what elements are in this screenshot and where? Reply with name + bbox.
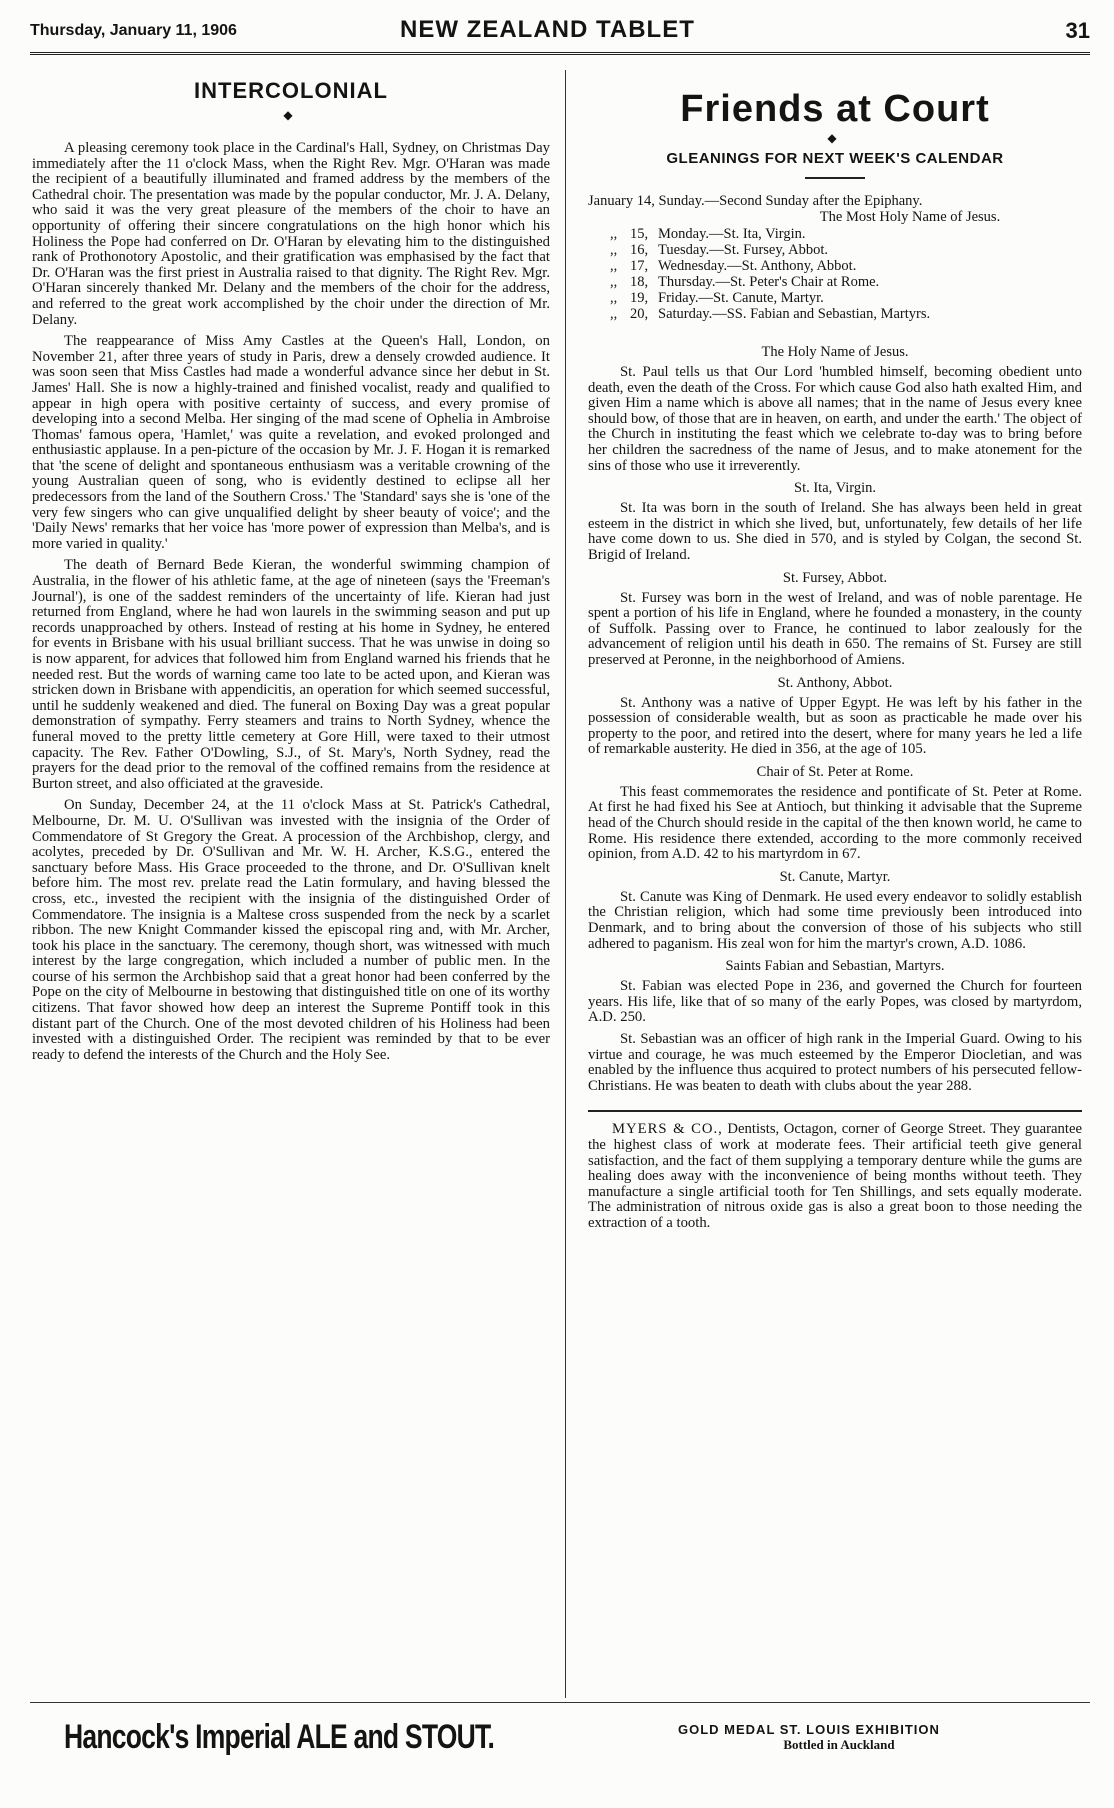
gold-medal-advertisement (678, 1722, 940, 1753)
saint-paragraph: St. Paul tells us that Our Lord 'humbled himself, becoming obedient unto death, even the death of the Cross. For which cause God also hath exalted Him, and given Him a name which is above all names; that in the name of Jesus every knee should bow, of those that are in heaven, on earth, and under the earth.' The object of the Church in instituting the feast which we celebrate to-day was to bring before her children the sacredness of the name of Jesus, and to make atonement for the sins of those who use it irreverently. (588, 364, 1082, 474)
calendar-entry (588, 226, 1082, 242)
saint-heading: St. Ita, Virgin. (794, 480, 876, 497)
calendar-entry-main: January 14, Sunday.—Second Sunday after the Epiphany. (588, 193, 923, 209)
saint-paragraph: St. Canute was King of Denmark. He used every endeavor to solidly establish the Christian religion, which had some time previously been introduced into Denmark, and to bring about the conversion of those of his subjects who still adhered to paganism. His zeal won for him the martyr's crown, A.D. 1086. (588, 888, 1082, 952)
ditto-mark: ,, (610, 226, 618, 242)
article-paragraph: The reappearance of Miss Amy Castles at the Queen's Hall, London, on November 21, after three years of study in Paris, drew a densely crowded audience. It was soon seen that Miss Castles had made a wonderful advance since her debut in St. James' Hall. She is now a highly-trained and finished vocalist, ready and qualified to appear in high opera with positive certainty of success, and every promise of developing into a second Melba. Her singing of the mad scene of Ophelia in Ambroise Thomas' famous opera, 'Hamlet,' was quite a revelation, and evoked prolonged and enthusiastic applause. In a pen-picture of the occasion by Mr. J. F. Hogan it is remarked that 'the scene of delight and spontaneous enthusiasm was a veritable crowning of the young Australian queen of song, who is evidently destined to eclipse all her predecessors from the land of the Southern Cross.' The 'Standard' says she is 'one of the very few singers who can give unqualified delight by sheer beauty of voice'; and the 'Daily News' remarks that her voice has 'more power of expression than Melba's, and is more varied in quality.' (32, 333, 550, 552)
calendar-entry (588, 258, 1082, 274)
article-paragraph: On Sunday, December 24, at the 11 o'clock Mass at St. Patrick's Cathedral, Melbourne, Dr. M. U. O'Sullivan was invested with the insignia of the Order of Commendatore of St Gregory the Great. A procession of the Archbishop, clergy, and acolytes, preceded by Dr. O'Sullivan and Mr. W. H. Archer, K.S.G., entered the sanctuary before Mass. His Grace proceeded to the throne, and Dr. O'Sullivan knelt before him. The most rev. prelate read the Latin formulary, and having blessed the cross, etc., invested the recipient with the insignia of the distinguished Order of Commendatore. The insignia is a Maltese cross suspended from the neck by a scarlet ribbon. The new Knight Commander kissed the episcopal ring and, with Mr. Archer, took his place in the sanctuary. The ceremony, though short, was witnessed with much interest by the large congregation, which included a number of public men. In the course of his sermon the Archbishop said that a great honor had been conferred by the Pope on the city of Melbourne in bestowing that distinguished title on one of its worthy citizens. That favor showed how deep an interest the Supreme Pontiff took in this distant part of the Church. One of the most devoted children of his Holiness had been invested with a distinguished Order. The recipient was reminded by that to be ever ready to defend the interests of the Church and the Holy See. (32, 797, 550, 1063)
calendar-text: Tuesday.—St. Fursey, Abbot. (658, 242, 828, 258)
ornament-divider: ◆ (283, 108, 299, 122)
saint-paragraph: St. Sebastian was an officer of high rank in the Imperial Guard. Owing to his virtue and courage, he was much esteemed by the Emperor Diocletian, and was enabled by the influence thus acquired to protect numbers of his persecuted fellow-Christians. He was beaten to death with clubs about the year 288. (588, 1031, 1082, 1094)
intercolonial-column (32, 78, 550, 1069)
calendar-text: Friday.—St. Canute, Martyr. (658, 290, 824, 306)
calendar-day: 17, (630, 258, 649, 274)
calendar-entry-continuation: The Most Holy Name of Jesus. (819, 209, 1001, 225)
saint-heading: St. Fursey, Abbot. (782, 569, 888, 586)
page-number: 31 (1065, 18, 1090, 43)
calendar-text: Monday.—St. Ita, Virgin. (658, 226, 806, 242)
section-title-intercolonial: INTERCOLONIAL (194, 78, 388, 103)
issue-date: Thursday, January 11, 1906 (30, 22, 237, 39)
saint-paragraph: St. Ita was born in the south of Ireland. She has always been held in great esteem in the district in which she lived, but, unfortunately, few details of her life have come down to us. She died in 570, and is styled by Colgan, the second St. Brigid of Ireland. (588, 500, 1082, 563)
calendar-subtitle: GLEANINGS FOR NEXT WEEK'S CALENDAR (666, 150, 1004, 167)
calendar-entry (588, 193, 1082, 225)
article-paragraph: The death of Bernard Bede Kieran, the wonderful swimming champion of Australia, in the flower of his athletic fame, at the age of nineteen (says the 'Freeman's Journal'), is one of the saddest reminders of the uncertainty of life. Kieran had just returned from England, where he had won laurels in the swimming season and put up records unapproached by others. Instead of resting at his home in Sydney, he entered for events in Brisbane with his usual brilliant success. That he was unwise in doing so is now apparent, for advices that followed him from England warned his friends that he needed rest. But the words of warning came too late to be acted upon, and Kieran was stricken down in Brisbane with appendicitis, an operation for which seemed successful, until he suddenly weakened and died. The funeral on Boxing Day was a great popular demonstration of sympathy. Ferry steamers and trains to North Sydney, whence the funeral moved to the pretty little cemetery at Gore Hill, were taxed to their utmost capacity. The Rev. Father O'Dowling, S.J., of St. Mary's, North Sydney, read the prayers for the dead prior to the removal of the coffined remains from the residence at Burton street, and also officiated at the graveside. (32, 557, 550, 792)
advertiser-name: MYERS & CO., (612, 1121, 723, 1138)
saint-paragraph: St. Fabian was elected Pope in 236, and governed the Church for fourteen years. His life, like that of so many of the early Popes, was closed by martyrdom, A.D. 250. (588, 978, 1082, 1026)
advertisement-text: Dentists, Octagon, corner of George Street. They guarantee the highest class of work at moderate fees. Their artificial teeth give general satisfaction, and the fact of them supplying a temporary denture while the gums are healing does away with the inconvenience of being months without teeth. They manufacture a single artificial tooth for Ten Shillings, and sets equally moderate. The administration of nitrous oxide gas is also a great boon to those needing the extraction of a tooth. (588, 1121, 1082, 1231)
page-header (30, 14, 1090, 50)
calendar-day: 16, (630, 242, 649, 258)
calendar-day: 15, (630, 226, 649, 242)
calendar-entry (588, 290, 1082, 306)
ditto-mark: ,, (610, 290, 618, 306)
calendar-entry (588, 242, 1082, 258)
ditto-mark: ,, (610, 274, 618, 290)
calendar-day: 19, (630, 290, 649, 306)
ornament-divider: ◆ (827, 131, 843, 145)
saint-paragraph: This feast commemorates the residence and pontificate of St. Peter at Rome. At first he had fixed his See at Antioch, but thinking it advisable that the Supreme head of the Church should reside in the capital of the then known world, he came to Rome. His residence there extended, according to the more commonly received opinion, from A.D. 42 to his martyrdom in 67. (588, 783, 1082, 863)
calendar-day: 20, (630, 306, 649, 322)
saint-heading: Saints Fabian and Sebastian, Martyrs. (725, 958, 945, 975)
saint-heading: St. Anthony, Abbot. (777, 674, 893, 691)
saint-heading: The Holy Name of Jesus. (761, 344, 909, 360)
dentist-advertisement (588, 1122, 1082, 1231)
saint-heading: Chair of St. Peter at Rome. (756, 763, 914, 780)
ditto-mark: ,, (610, 306, 618, 322)
friends-at-court-column (588, 88, 1082, 1232)
column-divider (565, 70, 566, 1698)
footer-rule (30, 1702, 1090, 1703)
section-title-friends-at-court: Friends at Court (680, 88, 990, 130)
article-paragraph: A pleasing ceremony took place in the Cardinal's Hall, Sydney, on Christmas Day immediately after the 11 o'clock Mass, when the Right Rev. Mgr. O'Haran was made the recipient of a beautifully illuminated and framed address by the members of the Cathedral choir. The presentation was made by the popular conductor, Mr. J. A. Delany, who said it was the very great pleasure of the members of the choir to have an opportunity of offering their sincere congratulations on the high honor which his Holiness the Pope had conferred on Dr. O'Haran by elevating him to the distinguished rank of Prothonotory Apostolic, and their gratification was emphasised by the fact that Dr. O'Haran was the first priest in Australia raised to that dignity. The Right Rev. Mgr. O'Haran sincerely thanked Mr. Delany and the members of the choir for the address, and referred to the great work accomplished by the choir under the direction of Mr. Delany. (32, 140, 550, 328)
calendar-text: Thursday.—St. Peter's Chair at Rome. (658, 274, 880, 290)
header-rule (30, 52, 1090, 55)
publication-title: NEW ZEALAND TABLET (400, 16, 695, 43)
calendar-text: Saturday.—SS. Fabian and Sebastian, Martyrs. (658, 306, 931, 322)
ditto-mark: ,, (610, 242, 618, 258)
calendar-text: Wednesday.—St. Anthony, Abbot. (658, 258, 857, 274)
bottled-line: Bottled in Auckland (783, 1737, 895, 1752)
calendar-entry (588, 274, 1082, 290)
saint-paragraph: St. Anthony was a native of Upper Egypt. He was left by his father in the possession of considerable wealth, but as soon as practicable he made over his property to the poor, and retired into the desert, where for many years he led a life of remarkable austerity. He died in 356, at the age of 105. (588, 694, 1082, 758)
hancocks-ale-advertisement: Hancock's Imperial ALE and STOUT. (64, 1718, 495, 1756)
saint-heading: St. Canute, Martyr. (779, 868, 891, 885)
calendar-entry (588, 306, 1082, 322)
saint-paragraph: St. Fursey was born in the west of Ireland, and was of noble parentage. He spent a portion of his life in England, where he founded a monastery, in the county of Suffolk. Passing over to France, he continued to labor zealously for the advancement of religion until his death in 650. The remains of St. Fursey are still preserved at Peronne, in the neighborhood of Amiens. (588, 589, 1082, 668)
gold-medal-line: GOLD MEDAL ST. LOUIS EXHIBITION (678, 1722, 940, 1737)
ditto-mark: ,, (610, 258, 618, 274)
calendar-day: 18, (630, 274, 649, 290)
short-rule (805, 177, 865, 179)
ad-rule (588, 1110, 1082, 1112)
calendar-list (588, 193, 1082, 322)
